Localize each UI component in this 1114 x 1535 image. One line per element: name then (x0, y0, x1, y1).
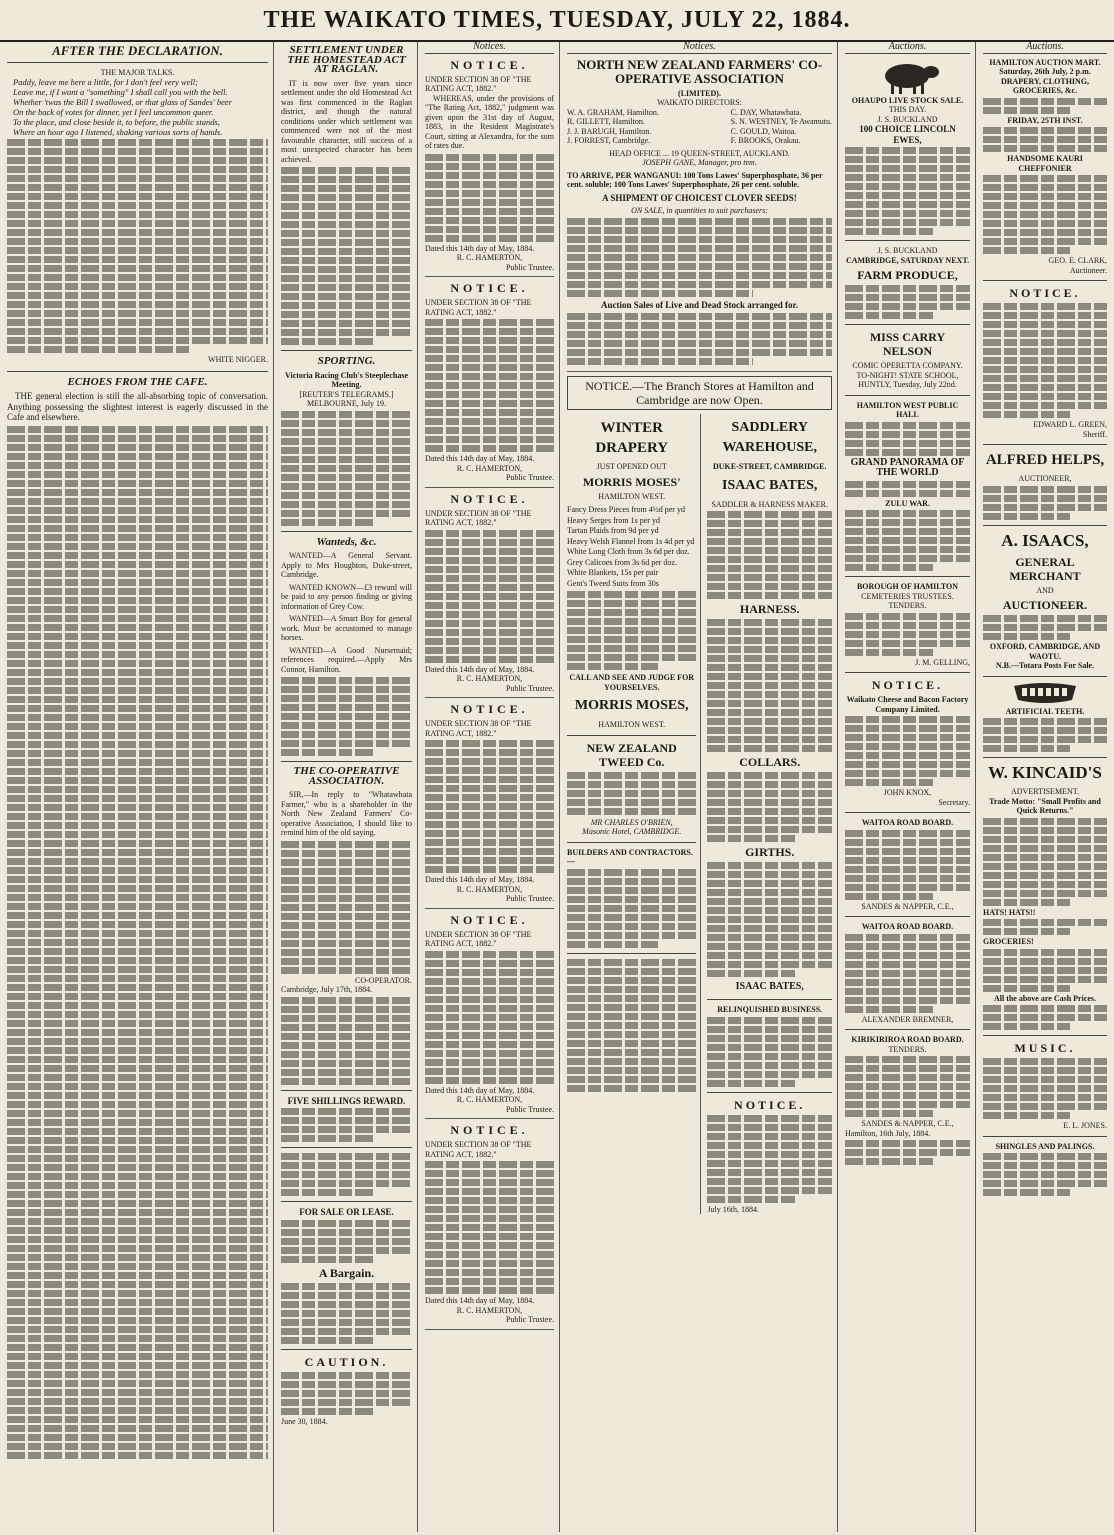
notice-signer-role: Public Trustee. (505, 473, 554, 482)
date-june: June 30, 1884. (281, 1416, 328, 1426)
tonight-line: TO-NIGHT! STATE SCHOOL, HUNTLY, Tuesday, July 22nd. (856, 370, 959, 389)
kirikiriroa-tenders: TENDERS. (888, 1044, 927, 1054)
notice-heading: NOTICE. (450, 702, 529, 716)
masthead (0, 0, 1114, 42)
oxford-cambridge: OXFORD, CAMBRIDGE, AND WAOTU. (989, 642, 1101, 661)
farmers-association-ad (567, 58, 832, 373)
rating-act-ref: UNDER SECTION 38 OF "THE RATING ACT, 1882." (425, 1140, 532, 1159)
column-4 (562, 42, 838, 1532)
auction-mart: HAMILTON AUCTION MART. (989, 57, 1101, 67)
john-knox: JOHN KNOX, (883, 788, 932, 797)
auction-mart-date: Saturday, 26th July, 2 p.m. (999, 67, 1091, 76)
farm-produce: FARM PRODUCE, (857, 268, 958, 282)
builders-heading: BUILDERS AND CONTRACTORS.— (567, 847, 693, 866)
notice-signer-role: Public Trustee. (505, 683, 554, 693)
cooperative-signature: CO-OPERATOR. (355, 975, 412, 985)
kincaid: W. KINCAID'S (988, 763, 1102, 782)
directors-label: WAIKATO DIRECTORS: (657, 98, 742, 107)
geo-clark: GEO. E. CLARK, (1048, 256, 1107, 265)
wanted-ad: WANTED—A Smart Boy for general work. Must be accustomed to manage horses. (281, 614, 412, 642)
notice-heading: NOTICE. (450, 57, 529, 72)
notice-signer: R. C. HAMERTON, (456, 463, 523, 473)
column-5 (840, 42, 976, 1532)
notice-signer-role: Public Trustee. (505, 894, 554, 903)
drapery-list (567, 505, 696, 589)
cash-prices: All the above are Cash Prices. (993, 993, 1097, 1003)
bargain-heading: A Bargain. (318, 1265, 375, 1280)
winter-drapery-sub: JUST OPENED OUT (596, 462, 667, 471)
notice-date: Dated this 14th day of May, 1884. (425, 875, 535, 884)
director: C. DAY, Whatawhata. (730, 107, 802, 117)
general-merchant: GENERAL MERCHANT (1009, 554, 1081, 583)
column-header: Notices. (425, 42, 554, 54)
waitoa-road-board: WAITOA ROAD BOARD. (861, 818, 954, 827)
john-knox-role: Secretary. (938, 797, 970, 807)
notice-date: Dated this 14th day of May, 1884. (425, 664, 535, 674)
rating-notice (425, 58, 554, 278)
column-6 (978, 42, 1112, 1532)
notice-signer: R. C. HAMERTON, (456, 253, 523, 262)
notice-signer: R. C. HAMERTON, (456, 884, 523, 894)
tenders-label: TENDERS. (888, 601, 927, 610)
kauri-cheffonier: HANDSOME KAURI CHEFFONIER (1007, 154, 1083, 173)
manager: JOSEPH GANE, Manager, pro tem. (642, 158, 757, 167)
sheep-icon (873, 58, 943, 96)
gelling: J. M. GELLING, (915, 657, 970, 667)
drapery-clothing: DRAPERY, CLOTHING, GROCERIES, &c. (1000, 76, 1090, 95)
kirikiriroa-date: Hamilton, 16th July, 1884. (845, 1128, 931, 1138)
five-shillings-reward: FIVE SHILLINGS REWARD. (287, 1095, 406, 1106)
wanted-ad: WANTED—A Good Nursemaid; references required.—Apply Mrs Connor, Hamilton. (281, 645, 412, 674)
notice-signer-role: Public Trustee. (505, 262, 554, 272)
drapery-item: White Blankets, 15s per pair (567, 568, 659, 577)
kirikiriroa-road-board: KIRIKIRIROA ROAD BOARD. (851, 1035, 964, 1044)
a-isaacs: A. ISAACS, (1001, 530, 1089, 550)
isaacs-auctioneer: AUCTIONEER. (1002, 598, 1088, 612)
notice-date: Dated this 14th day of May, 1884. (425, 454, 535, 463)
sandes-napper: SANDES & NAPPER, C.E., (861, 901, 954, 911)
poem-title: THE MAJOR TALKS. (100, 67, 175, 77)
section-title: AFTER THE DECLARATION. (52, 43, 223, 58)
girths-heading: GIRTHS. (745, 845, 795, 859)
trade-motto: Trade Motto: "Small Profits and Quick Returns." (989, 796, 1101, 815)
artificial-teeth: ARTIFICIAL TEETH. (1005, 706, 1085, 716)
cheese-factory: Waikato Cheese and Bacon Factory Company Limited. (846, 695, 969, 714)
isaac-bates-sub: SADDLER & HARNESS MAKER. (711, 499, 828, 509)
alfred-helps: ALFRED HELPS, (985, 452, 1105, 468)
wanteds-title: Wanteds, &c. (316, 535, 377, 548)
auction-sales-line: Auction Sales of Live and Dead Stock arranged for. (601, 299, 798, 310)
morris-moses-big: MORRIS MOSES, (574, 698, 689, 713)
notice-heading: NOTICE. (1009, 286, 1081, 300)
column-header: Auctions. (845, 42, 970, 54)
director: F. BROOKS, Orakau. (730, 136, 801, 145)
newspaper-title: THE WAIKATO TIMES, TUESDAY, JULY 22, 1884. (263, 7, 851, 33)
notice-heading: NOTICE. (450, 491, 529, 506)
column-2 (276, 42, 418, 1532)
poem (7, 77, 268, 137)
director: R. GILLETT, Hamilton. (567, 117, 645, 126)
auctioneer-buckland: J. S. BUCKLAND (877, 114, 938, 124)
poem-line: Whether 'twas the Bill I swallowed, or that glass of Sandes' beer (13, 97, 232, 107)
cooperative-title: THE CO-OPERATIVE ASSOCIATION. (293, 765, 400, 787)
hats-heading: HATS! HATS!! (983, 907, 1036, 917)
drapery-item: Heavy Serges from 1s per yd (567, 515, 660, 525)
saddlery-title: SADDLERY WAREHOUSE, (722, 420, 817, 455)
notice-date: Dated this 14th day of May, 1884. (425, 243, 535, 253)
zulu-war: ZULU WAR. (885, 498, 930, 508)
rating-act-ref: UNDER SECTION 38 OF "THE RATING ACT, 1882." (425, 719, 532, 738)
for-sale-lease: FOR SALE OR LEASE. (299, 1207, 394, 1217)
caution-heading: CAUTION. (304, 1354, 389, 1369)
isaac-bates: ISAAC BATES, (735, 981, 804, 992)
cooperative-text: SIR,—In reply to "Whatawhata Farmer," who is a shareholder in the North New Zealand Farmers' Co-operative Association, I should like to remind him of the old saying. (281, 790, 412, 837)
carry-nelson: MISS CARRY NELSON (869, 330, 946, 358)
column-header: Auctions. (983, 42, 1107, 54)
kincaid-sub: ADVERTISEMENT. (1010, 787, 1080, 796)
poem-line: Leave me, if I want a "something" I shall call you with the bell. (13, 87, 228, 97)
collars-heading: COLLARS. (739, 755, 801, 769)
drapery-ad (567, 414, 701, 1214)
drapery-item: Heavy Welsh Flannel from 1s 4d per yd (567, 536, 695, 546)
notice-heading: NOTICE. (450, 1123, 529, 1137)
totara-posts: N.B.—Totara Posts For Sale. (995, 661, 1095, 670)
rating-notice (425, 281, 554, 488)
sporting-subtitle: Victoria Racing Club's Steeplechase Meeting. (284, 370, 409, 389)
rating-act-ref: UNDER SECTION 38 OF "THE RATING ACT, 1882." (425, 508, 532, 527)
notice-signer: R. C. HAMERTON, (456, 1095, 523, 1104)
column-3 (420, 42, 560, 1532)
public-hall: HAMILTON WEST PUBLIC HALL (856, 400, 959, 419)
notice-date: Dated this 14th day of May, 1884. (425, 1296, 535, 1305)
notice-text: WHEREAS, under the provisions of "The Rating Act, 1882," judgment was given upon the 31st day of August, 1883, in the Resident Magistrate's Court, sitting at Alexandra, for the sum of rates due. (425, 93, 554, 150)
rating-act-ref: UNDER SECTION 38 OF "THE RATING ACT, 1882." (425, 929, 532, 948)
sheriff-role: Sheriff. (1082, 429, 1107, 439)
head-office: HEAD OFFICE ... 19 QUEEN-STREET, AUCKLAND. (609, 148, 790, 158)
director: C. GOULD, Waitoa. (730, 126, 797, 136)
lincoln-ewes: 100 CHOICE LINCOLN EWES, (859, 124, 956, 145)
company-subtitle: (LIMITED). (678, 88, 721, 98)
column-header: Notices. (567, 42, 832, 54)
column-1 (2, 42, 274, 1532)
isaac-bates: ISAAC BATES, (722, 477, 818, 493)
rating-notice (425, 913, 554, 1120)
obrien-hotel: Masonic Hotel, CAMBRIDGE. (582, 827, 682, 836)
superphosphate-line: TO ARRIVE, PER WANGANUI: 100 Tons Lawes' Superphosphate, 36 per cent. soluble; 100 Tons Lawes' Superphosphate, 26 per cent. soluble. (567, 170, 823, 189)
drapery-item: Tartan Plaids from 9d per yd (567, 526, 659, 535)
drapery-item: Fancy Dress Pieces from 4½d per yd (567, 505, 685, 514)
wanted-ad: WANTED—A General Servant. Apply to Mrs Houghton, Duke-street, Cambridge. (281, 551, 412, 579)
settlement-text: IT is now over five years since settlement under the old Homestead Act was first commenced in the Raglan district, and though the natural conditions under which settlement was commenced were not of the most favourable character, still success of a most unexpected character has been achieved. (281, 78, 412, 164)
music-heading: MUSIC. (1014, 1041, 1076, 1055)
rating-notice (425, 1123, 554, 1330)
groceries-heading: GROCERIES! (983, 937, 1034, 946)
director: W. A. GRAHAM, Hamilton. (567, 107, 659, 117)
company-title: NORTH NEW ZEALAND FARMERS' CO-OPERATIVE ASSOCIATION (576, 56, 823, 86)
directors-list (567, 108, 832, 146)
shingles-palings: SHINGLES AND PALINGS. (995, 1141, 1095, 1151)
notice-heading: NOTICE. (450, 281, 529, 295)
this-day: THIS DAY. (888, 105, 927, 114)
notice-signer: R. C. HAMERTON, (456, 674, 523, 683)
director: J. J. BARUGH, Hamilton. (567, 126, 652, 136)
notice-date: Dated this 14th day of May, 1884. (425, 1085, 535, 1095)
hamilton-west: HAMILTON WEST. (598, 720, 666, 729)
morris-moses: MORRIS MOSES' (582, 474, 681, 489)
drapery-item: Gent's Tweed Suits from 30s (567, 578, 659, 588)
rating-notice (425, 702, 554, 909)
rating-act-ref: UNDER SECTION 38 OF "THE RATING ACT, 1882." (425, 298, 532, 317)
harness-heading: HARNESS. (739, 602, 800, 616)
branch-notice: NOTICE.—The Branch Stores at Hamilton and Cambridge are now Open. (567, 376, 832, 410)
director: S. N. WESTNEY, Te Awamutu. (730, 117, 832, 126)
notice-date: July 16th, 1884. (707, 1204, 759, 1214)
stock-sale-title: OHAUPO LIVE STOCK SALE. (851, 95, 964, 105)
poem-line: On the back of votes for dinner, yet I feel uncommon queer. (13, 107, 214, 117)
geo-clark-role: Auctioneer. (1069, 265, 1107, 275)
relinquished-heading: RELINQUISHED BUSINESS. (717, 1005, 823, 1014)
notice-signer-role: Public Trustee. (505, 1104, 554, 1114)
grand-panorama: GRAND PANORAMA OF THE WORLD (850, 456, 965, 478)
director: J. FORREST, Cambridge. (567, 136, 651, 145)
rating-notice (425, 492, 554, 699)
nz-tweed-company: NEW ZEALAND TWEED Co. (586, 740, 677, 769)
waitoa-road-board: WAITOA ROAD BOARD. (861, 922, 954, 931)
friday-sale: FRIDAY, 25TH INST. (1007, 115, 1083, 125)
obrien: MR CHARLES O'BRIEN, (590, 817, 673, 827)
e-l-jones: E. L. JONES. (1063, 1121, 1107, 1130)
echoes-text: THE general election is still the all-absorbing topic of conversation. Anything possessing the slightest interest is eagerly discussed in the Cafe and elsewhere. (7, 391, 268, 422)
notice-heading: NOTICE. (450, 912, 529, 927)
wanted-ad: WANTED KNOWN—£3 reward will be paid to any person finding or giving information of Grey Cow. (281, 582, 412, 611)
alexander-bremner: ALEXANDER BREMNER, (861, 1014, 954, 1024)
auctioneer-buckland: J. S. BUCKLAND (877, 246, 938, 255)
notice-signer-role: Public Trustee. (505, 1315, 554, 1324)
hamilton-west: HAMILTON WEST. (598, 491, 666, 501)
notice-heading: NOTICE. (734, 1097, 806, 1112)
settlement-title: SETTLEMENT UNDER THE HOMESTEAD ACT AT RAGLAN. (287, 44, 406, 75)
echoes-title: ECHOES FROM THE CAFE. (67, 375, 208, 388)
rating-act-ref: UNDER SECTION 38 OF "THE RATING ACT, 1882." (425, 74, 532, 93)
carry-nelson-sub: COMIC OPERETTA COMPANY. (852, 361, 963, 370)
poem-line: Paddy, leave me here a little, for I don't feel very well; (13, 77, 198, 87)
alfred-helps-role: AUCTIONEER, (1018, 474, 1072, 483)
drapery-item: Grey Calicoes from 3s 6d per doz. (567, 557, 677, 567)
poem-line: Where an hour ago I listened, shaking various sorts of hands. (13, 127, 223, 137)
call-and-see: CALL AND SEE AND JUDGE FOR YOURSELVES. (569, 673, 695, 692)
isaacs-and: AND (1036, 585, 1054, 595)
notice-signer: R. C. HAMERTON, (456, 1305, 523, 1315)
borough-sub: CEMETERIES TRUSTEES. (861, 591, 954, 601)
sandes-napper: SANDES & NAPPER, C.E., (861, 1119, 954, 1128)
poem-line: To the place, and close beside it, to before, the public stands, (13, 117, 220, 127)
notice-heading: NOTICE. (871, 678, 944, 692)
poem-signature: WHITE NIGGER. (208, 355, 268, 364)
on-sale-line: ON SALE, in quantities to suit purchasers: (631, 206, 768, 215)
teeth-icon (1010, 682, 1080, 704)
saturday-next: CAMBRIDGE, SATURDAY NEXT. (845, 255, 970, 265)
sheriff: EDWARD L. GREEN, (1033, 420, 1107, 429)
saddlery-ad (707, 414, 832, 1214)
shipment-line: A SHIPMENT OF CHOICEST CLOVER SEEDS! (602, 192, 797, 203)
sporting-dateline: [REUTER'S TELEGRAMS.] MELBOURNE, July 19. (299, 389, 394, 408)
borough-title: BOROUGH OF HAMILTON (856, 582, 959, 591)
cooperative-date: Cambridge, July 17th, 1884. (281, 985, 373, 994)
sporting-title: SPORTING. (317, 355, 376, 367)
drapery-item: White Long Cloth from 3s 6d per doz. (567, 547, 690, 556)
saddlery-address: DUKE-STREET, CAMBRIDGE. (713, 462, 827, 471)
winter-drapery-title: WINTER DRAPERY (595, 420, 669, 456)
